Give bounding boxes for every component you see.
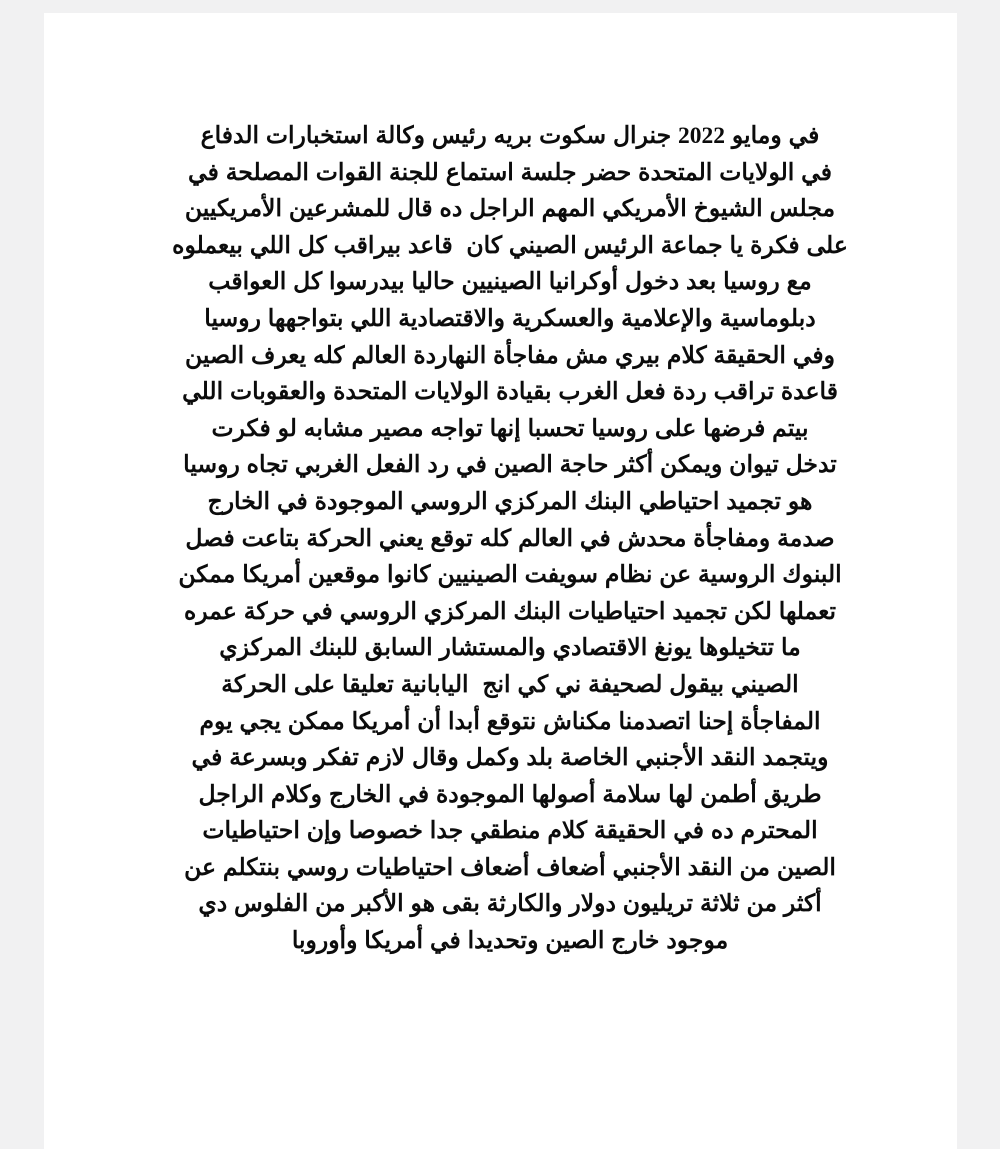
- text-line: المحترم ده في الحقيقة كلام منطقي جدا خصوصا وإن احتياطيات: [202, 818, 818, 845]
- text-line: صدمة ومفاجأة محدش في العالم كله توقع يعني الحركة بتاعت فصل: [185, 525, 835, 552]
- text-line: على فكرة يا جماعة الرئيس الصيني كان قاعد بيراقب كل اللي بيعملوه: [172, 232, 848, 259]
- document-sheet: [44, 13, 957, 1149]
- text-line: طريق أطمن لها سلامة أصولها الموجودة في الخارج وكلام الراجل: [198, 781, 822, 808]
- text-line: مجلس الشيوخ الأمريكي المهم الراجل ده قال للمشرعين الأمريكيين: [184, 196, 836, 223]
- text-line: وفي الحقيقة كلام بيري مش مفاجأة النهاردة العالم كله يعرف الصين: [185, 342, 835, 369]
- text-line: هو تجميد احتياطي البنك المركزي الروسي الموجودة في الخارج: [207, 488, 813, 515]
- text-line: تعملها لكن تجميد احتياطيات البنك المركزي الروسي في حركة عمره: [183, 598, 837, 625]
- text-line: في الولايات المتحدة حضر جلسة استماع للجنة القوات المصلحة في: [188, 159, 832, 186]
- text-line: الصين من النقد الأجنبي أضعاف أضعاف احتياطيات روسي بنتكلم عن: [184, 854, 836, 881]
- text-line: ما تتخيلوها يونغ الاقتصادي والمستشار السابق للبنك المركزي: [219, 635, 801, 662]
- text-line: البنوك الروسية عن نظام سويفت الصينيين كانوا موقعين أمريكا ممكن: [178, 562, 842, 589]
- text-line: أكثر من ثلاثة تريليون دولار والكارثة بقى هو الأكبر من الفلوس دي: [198, 891, 822, 918]
- document-text-block: [165, 118, 855, 960]
- text-line: موجود خارج الصين وتحديدا في أمريكا وأوروبا: [291, 928, 729, 955]
- text-line: بيتم فرضها على روسيا تحسبا إنها تواجه مصير مشابه لو فكرت: [211, 415, 809, 442]
- text-line: ويتجمد النقد الأجنبي الخاصة بلد وكمل وقال لازم تفكر وبسرعة في: [191, 745, 829, 772]
- text-line: مع روسيا بعد دخول أوكرانيا الصينيين حاليا بيدرسوا كل العواقب: [208, 269, 812, 296]
- text-line: في ومايو 2022 جنرال سكوت بريه رئيس وكالة استخبارات الدفاع: [200, 123, 820, 149]
- text-line: الصيني بيقول لصحيفة ني كي انج اليابانية تعليقا على الحركة: [221, 671, 799, 698]
- text-line: دبلوماسية والإعلامية والعسكرية والاقتصادية اللي بتواجهها روسيا: [204, 305, 816, 332]
- text-line: تدخل تيوان ويمكن أكثر حاجة الصين في رد الفعل الغربي تجاه روسيا: [183, 452, 837, 479]
- text-line: المفاجأة إحنا اتصدمنا مكناش نتوقع أبدا أن أمريكا ممكن يجي يوم: [199, 708, 821, 735]
- text-line: قاعدة تراقب ردة فعل الغرب بقيادة الولايات المتحدة والعقوبات اللي: [182, 379, 838, 406]
